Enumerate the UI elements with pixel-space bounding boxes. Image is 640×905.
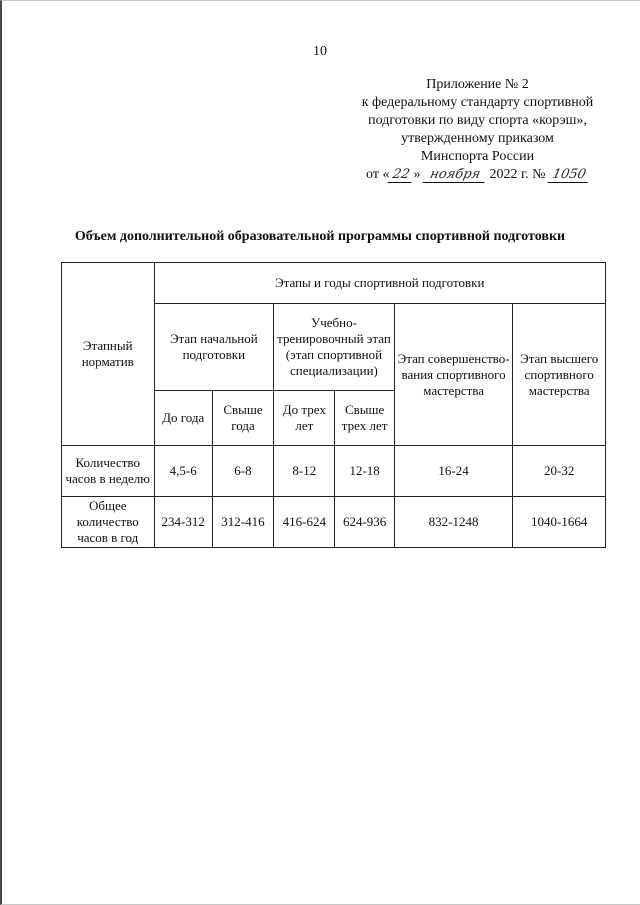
page-number: 10 — [313, 44, 327, 59]
table-cell: 8-12 — [274, 446, 335, 497]
sub-training-2-cell: Свыше трех лет — [335, 391, 394, 446]
table-header-row — [62, 263, 606, 304]
table-row — [62, 446, 606, 497]
sub-training-1-cell: До трех лет — [274, 391, 335, 446]
table-cell: 416-624 — [274, 497, 335, 548]
table-cell: 234-312 — [154, 497, 212, 548]
stage-training-cell: Учебно-тренировочный этап (этап спортивной специализации) — [274, 304, 395, 391]
stage-higher-cell: Этап высшего спортивного мастерства — [513, 304, 606, 446]
date-mid: » — [413, 167, 421, 182]
table-cell: 312-416 — [212, 497, 273, 548]
appendix-line-4: утвержденному приказом — [401, 131, 554, 146]
document-title: Объем дополнительной образовательной программы спортивной подготовки — [74, 229, 566, 244]
norm-header-cell: Этапный норматив — [62, 263, 155, 446]
appendix-line-5: Минспорта России — [420, 149, 535, 164]
order-number-handwritten: 1050 — [547, 168, 590, 183]
table-cell: 1040-1664 — [513, 497, 606, 548]
table-cell: 16-24 — [394, 446, 513, 497]
appendix-line-3: подготовки по виду спорта «корэш», — [368, 113, 587, 128]
table-cell: 4,5-6 — [154, 446, 212, 497]
sub-initial-1-cell: До года — [154, 391, 212, 446]
group-header-cell: Этапы и годы спортивной подготовки — [154, 263, 606, 304]
table-row — [62, 497, 606, 548]
sub-initial-2-cell: Свыше года — [212, 391, 273, 446]
stage-initial-cell: Этап начальной подготовки — [154, 304, 274, 391]
appendix-line-2: к федеральному стандарту спортивной — [361, 95, 594, 110]
table-cell: 20-32 — [513, 446, 606, 497]
appendix-date-line — [340, 166, 615, 184]
date-prefix: от « — [366, 167, 390, 182]
table-cell: 832-1248 — [394, 497, 513, 548]
date-month-handwritten: ноября — [422, 168, 487, 183]
table-cell: 6-8 — [212, 446, 273, 497]
appendix-line-1: Приложение № 2 — [426, 77, 529, 92]
table-cell: 624-936 — [335, 497, 394, 548]
stage-improvement-cell: Этап совершенство-вания спортивного мастерства — [394, 304, 513, 446]
row-label-cell: Количество часов в неделю — [62, 446, 155, 497]
table-cell: 12-18 — [335, 446, 394, 497]
appendix-block — [340, 76, 615, 184]
stages-table — [61, 262, 606, 548]
date-year: 2022 г. № — [489, 167, 546, 182]
row-label-cell: Общее количество часов в год — [62, 497, 155, 548]
date-day-handwritten: 22 — [388, 168, 415, 183]
